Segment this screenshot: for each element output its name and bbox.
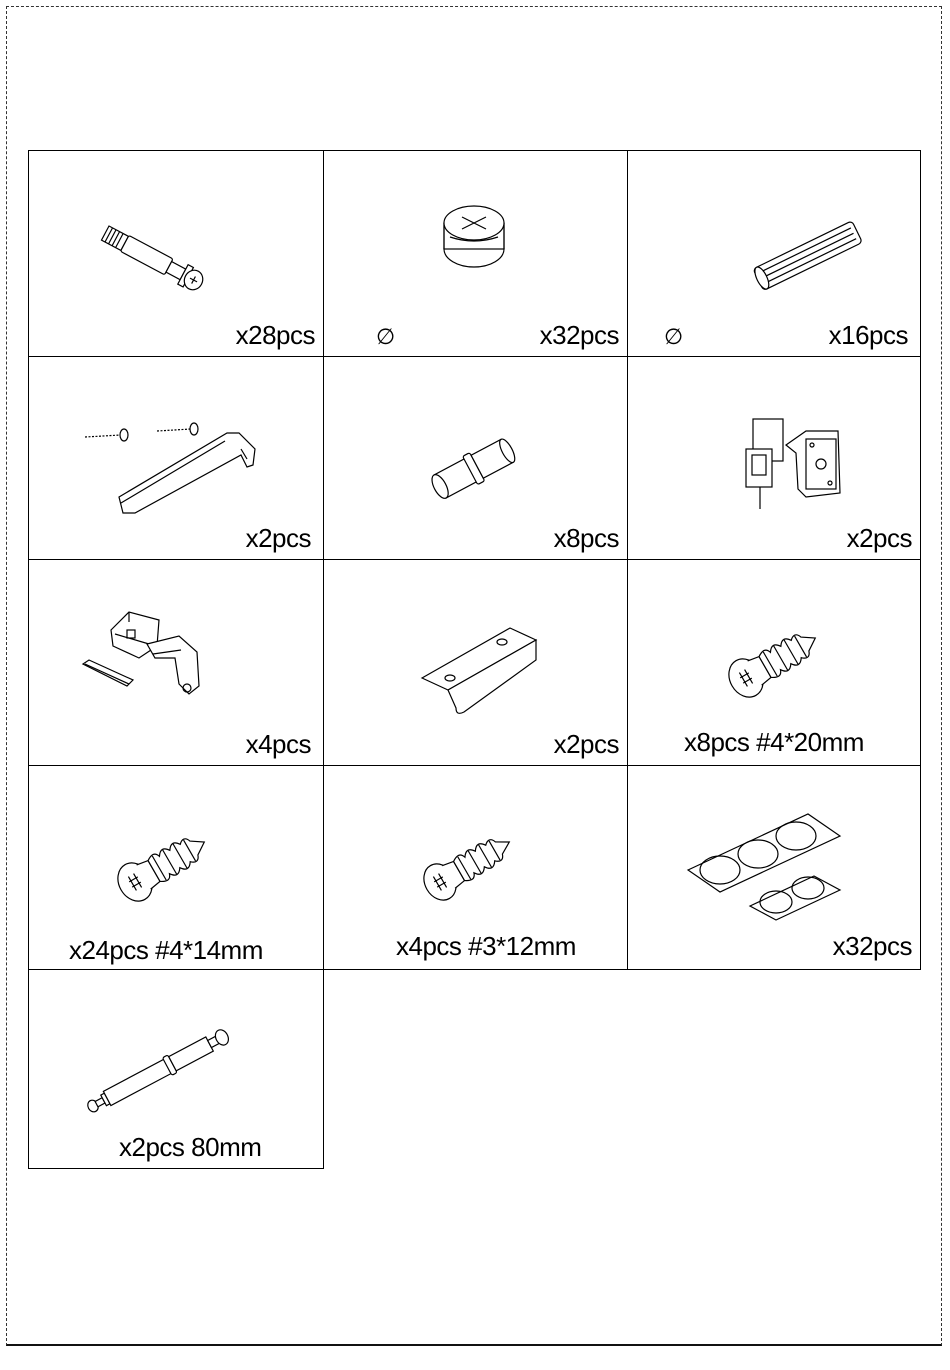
part-qty: x2pcs <box>245 523 311 553</box>
part-cell-handle <box>28 356 324 560</box>
part-qty: x8pcs <box>553 523 619 553</box>
part-cell-lock <box>627 356 921 560</box>
part-cell-hinge <box>28 559 324 766</box>
part-cell-wood-dowel <box>627 150 921 357</box>
part-qty: x4pcs <box>245 729 311 759</box>
part-qty: x16pcs <box>828 320 908 350</box>
part-cell-cam-lock <box>323 150 628 357</box>
part-qty: x8pcs #4*20mm <box>684 727 864 757</box>
part-qty: x2pcs 80mm <box>119 1132 262 1162</box>
part-cell-connector-bolt <box>28 969 324 1169</box>
part-cell-screw-4x14 <box>28 765 324 970</box>
part-cell-bumper-pads <box>627 765 921 970</box>
part-qty: x24pcs #4*14mm <box>69 935 263 965</box>
part-cell-cam-bolt <box>28 150 324 357</box>
part-qty: x2pcs <box>553 729 619 759</box>
part-cell-screw-4x20 <box>627 559 921 766</box>
part-qty: x4pcs #3*12mm <box>396 931 576 961</box>
part-qty: x32pcs <box>539 320 619 350</box>
diameter-symbol: ∅ <box>664 324 684 349</box>
part-qty: x2pcs <box>846 523 912 553</box>
part-cell-l-bracket <box>323 559 628 766</box>
part-qty: x28pcs <box>235 320 315 350</box>
part-cell-shelf-pin <box>323 356 628 560</box>
part-cell-screw-3x12 <box>323 765 628 970</box>
diameter-symbol: ∅ <box>376 324 396 349</box>
part-qty: x32pcs <box>832 931 912 961</box>
